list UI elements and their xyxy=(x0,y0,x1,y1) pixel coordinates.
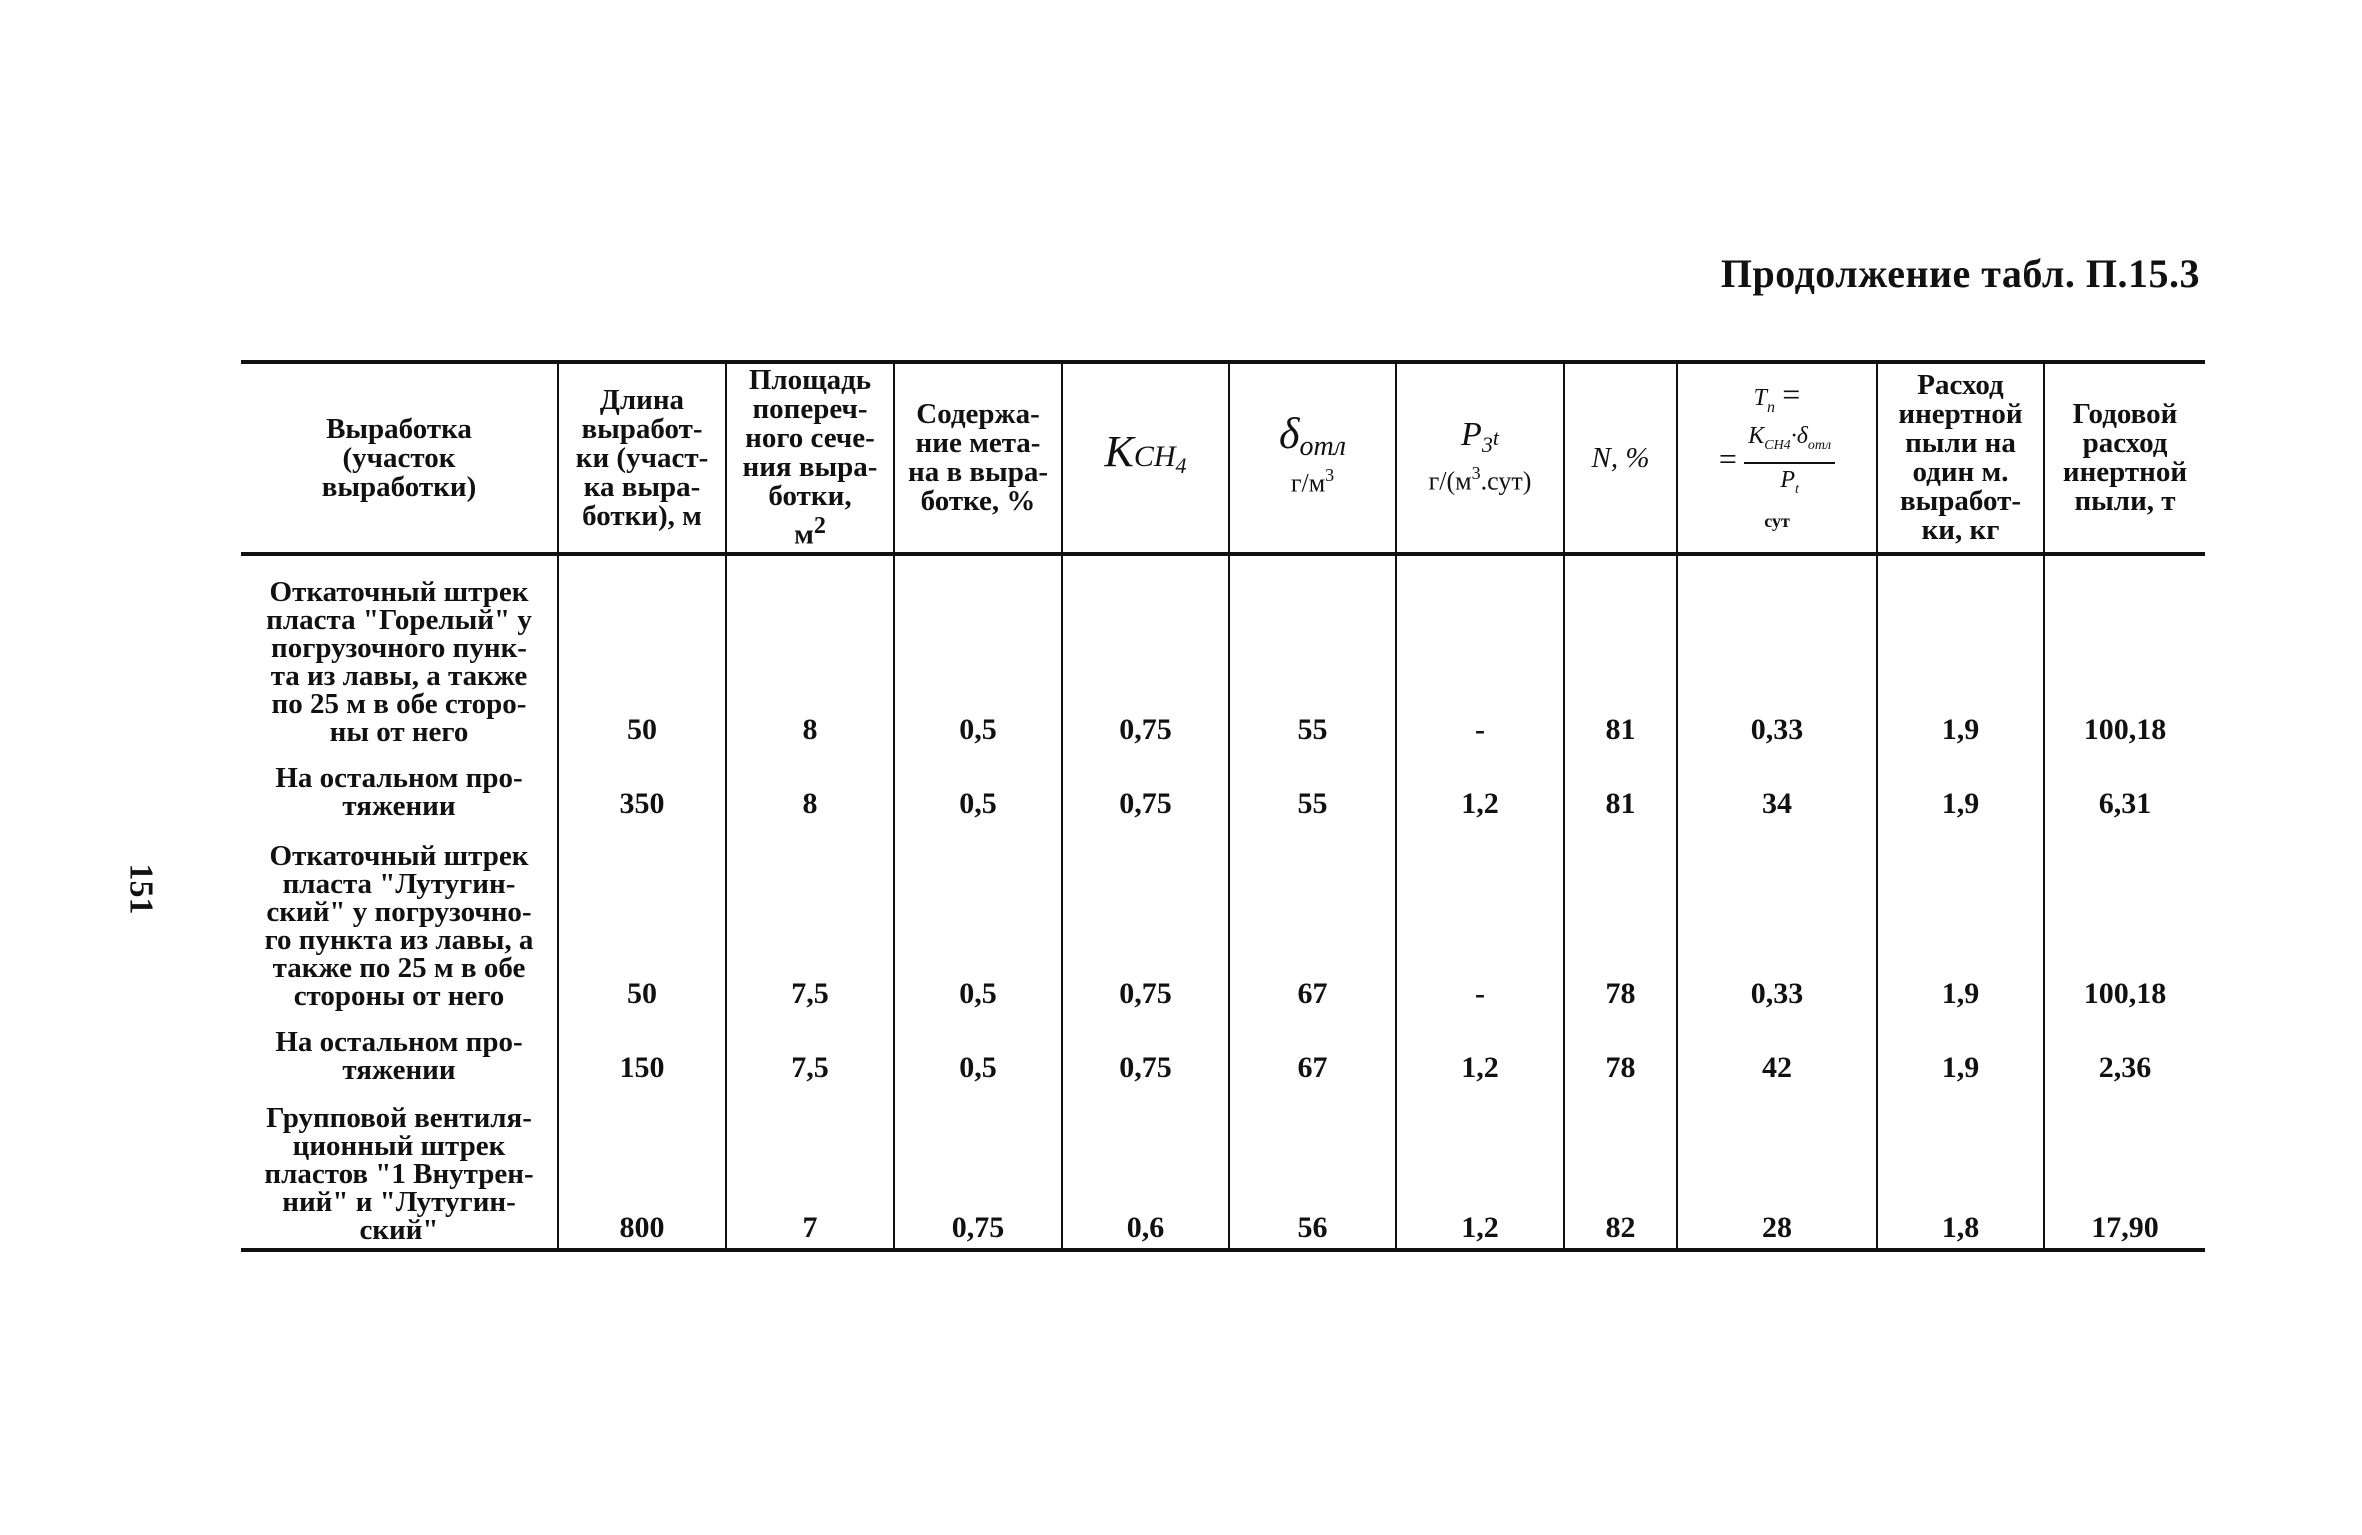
cell-work-line: го пункта из лавы, а xyxy=(264,924,534,956)
cell-area: 7,5 xyxy=(726,824,894,1014)
cell-work xyxy=(241,750,558,824)
cell-p3t: 1,2 xyxy=(1396,1088,1564,1250)
cell-work-line: ны от него xyxy=(329,716,469,748)
header-tn-unit: сут xyxy=(1764,510,1790,531)
header-delta-sub: отл xyxy=(1299,430,1346,462)
cell-work-line: тяжении xyxy=(342,790,456,822)
header-tn-eq2: = xyxy=(1718,440,1737,477)
header-dust-per-m-line: инертной xyxy=(1898,398,2023,430)
cell-tn: 28 xyxy=(1677,1088,1877,1250)
header-length-line: выработ- xyxy=(581,412,703,445)
cell-dust-per-m: 1,9 xyxy=(1877,824,2044,1014)
table-row xyxy=(241,824,2205,1014)
header-area-sup: 2 xyxy=(813,512,826,540)
cell-p3t: - xyxy=(1396,824,1564,1014)
cell-dust-per-m: 1,9 xyxy=(1877,750,2044,824)
cell-area: 8 xyxy=(726,554,894,750)
cell-work-line: ционный штрек xyxy=(292,1130,506,1162)
cell-p3t: 1,2 xyxy=(1396,1014,1564,1088)
cell-area: 7 xyxy=(726,1088,894,1250)
cell-length: 50 xyxy=(558,824,726,1014)
header-work-lines xyxy=(321,412,477,503)
header-dust-per-m-line: пыли на xyxy=(1905,427,2016,459)
header-kch4 xyxy=(1062,362,1229,554)
cell-work xyxy=(241,1014,558,1088)
header-area xyxy=(726,362,894,554)
cell-work-line: та из лавы, а также xyxy=(270,660,528,692)
header-delta-unit: г/м xyxy=(1290,468,1326,498)
header-dust-year-line: расход xyxy=(2082,427,2168,459)
cell-methane: 0,5 xyxy=(894,750,1062,824)
header-p3t-unit2: .сут) xyxy=(1480,466,1532,496)
header-dust-per-m xyxy=(1877,362,2044,554)
cell-n: 78 xyxy=(1564,1014,1677,1088)
header-work-line: выработки) xyxy=(321,470,477,503)
header-p3t-symbol: P xyxy=(1461,416,1482,454)
header-methane-line: на в выра- xyxy=(908,456,1048,488)
cell-length: 800 xyxy=(558,1088,726,1250)
header-kch4-subnum: 4 xyxy=(1175,452,1187,478)
header-dust-year-line: инертной xyxy=(2062,456,2188,488)
table-row xyxy=(241,554,2205,750)
header-length-line: ботки), м xyxy=(582,499,702,532)
cell-kch4: 0,75 xyxy=(1062,554,1229,750)
header-p3t-unit: г/(м xyxy=(1428,466,1472,496)
cell-delta: 55 xyxy=(1229,750,1396,824)
header-p3t-sub2: t xyxy=(1492,425,1499,451)
cell-methane: 0,5 xyxy=(894,554,1062,750)
header-dust-per-m-line: ки, кг xyxy=(1921,514,2000,546)
header-tn-k: K xyxy=(1748,423,1765,450)
cell-area: 7,5 xyxy=(726,1014,894,1088)
cell-tn: 42 xyxy=(1677,1014,1877,1088)
header-work xyxy=(241,362,558,554)
cell-n: 81 xyxy=(1564,554,1677,750)
cell-work-line: ский" у погрузочно- xyxy=(266,896,532,928)
header-row xyxy=(241,362,2205,554)
header-tn xyxy=(1677,362,1877,554)
cell-delta: 67 xyxy=(1229,824,1396,1014)
cell-work xyxy=(241,824,558,1014)
header-area-line: ния выра- xyxy=(742,451,878,484)
cell-work-line: ний" и "Лутугин- xyxy=(282,1186,516,1218)
cell-n: 82 xyxy=(1564,1088,1677,1250)
header-tn-k-sub: CH4 xyxy=(1764,437,1791,453)
header-methane-line: ботке, % xyxy=(920,485,1036,517)
table-row xyxy=(241,1088,2205,1250)
header-p3t-sup: 3 xyxy=(1471,463,1481,484)
header-n xyxy=(1564,362,1677,554)
header-tn-eq: = xyxy=(1782,376,1801,413)
page-number: 151 xyxy=(122,863,160,915)
cell-work-line: погрузочного пунк- xyxy=(271,632,527,664)
cell-work-line: также по 25 м в обе xyxy=(272,952,526,984)
cell-methane: 0,5 xyxy=(894,824,1062,1014)
header-n-label: N, % xyxy=(1591,441,1650,474)
cell-delta: 56 xyxy=(1229,1088,1396,1250)
cell-work-line: Групповой вентиля- xyxy=(266,1102,532,1134)
header-methane-line: ние мета- xyxy=(915,427,1041,459)
cell-length: 150 xyxy=(558,1014,726,1088)
header-dust-per-m-line: один м. xyxy=(1912,456,2009,488)
cell-work-line: Откаточный штрек xyxy=(269,576,529,608)
cell-dust-year: 17,90 xyxy=(2044,1088,2205,1250)
cell-work-line: Откаточный штрек xyxy=(269,840,529,872)
header-tn-delta: ·δ xyxy=(1790,423,1808,450)
header-delta-sup: 3 xyxy=(1325,464,1335,485)
cell-dust-year: 100,18 xyxy=(2044,554,2205,750)
header-methane xyxy=(894,362,1062,554)
header-length xyxy=(558,362,726,554)
header-work-line: Выработка xyxy=(326,412,472,445)
cell-kch4: 0,75 xyxy=(1062,1014,1229,1088)
header-length-line: ка выра- xyxy=(583,470,701,503)
header-p3t xyxy=(1396,362,1564,554)
cell-work-line: ский" xyxy=(359,1214,439,1246)
cell-work-line: тяжении xyxy=(342,1054,456,1086)
header-length-line: Длина xyxy=(599,383,685,416)
cell-methane: 0,75 xyxy=(894,1088,1062,1250)
table-row xyxy=(241,1014,2205,1088)
header-dust-year-line: Годовой xyxy=(2072,398,2178,430)
header-tn-numerator xyxy=(1744,422,1835,464)
header-delta xyxy=(1229,362,1396,554)
cell-dust-per-m: 1,9 xyxy=(1877,1014,2044,1088)
header-tn-delta-sub: отл xyxy=(1807,437,1832,453)
cell-dust-year: 6,31 xyxy=(2044,750,2205,824)
header-tn-symbol: T xyxy=(1753,385,1768,412)
header-dust-per-m-line: Расход xyxy=(1917,369,2004,401)
header-work-line: (участок xyxy=(342,441,456,474)
header-length-line: ки (участ- xyxy=(575,441,709,474)
cell-tn: 0,33 xyxy=(1677,824,1877,1014)
cell-work-line: На остальном про- xyxy=(275,1026,523,1058)
cell-length: 350 xyxy=(558,750,726,824)
cell-delta: 67 xyxy=(1229,1014,1396,1088)
header-tn-denominator xyxy=(1744,464,1835,504)
cell-tn: 0,33 xyxy=(1677,554,1877,750)
header-delta-symbol: δ xyxy=(1279,408,1300,458)
cell-work-line: пластов "1 Внутрен- xyxy=(264,1158,534,1190)
cell-kch4: 0,75 xyxy=(1062,750,1229,824)
cell-dust-per-m: 1,8 xyxy=(1877,1088,2044,1250)
header-area-line: м xyxy=(794,518,814,551)
header-dust-per-m-line: выработ- xyxy=(1899,485,2022,517)
header-kch4-symbol: K xyxy=(1104,426,1134,476)
cell-work-line: пласта "Горелый" у xyxy=(266,604,532,636)
header-tn-p-sub: t xyxy=(1795,481,1799,497)
cell-dust-year: 100,18 xyxy=(2044,824,2205,1014)
data-table xyxy=(241,360,2205,1252)
cell-length: 50 xyxy=(558,554,726,750)
cell-n: 78 xyxy=(1564,824,1677,1014)
header-dust-year xyxy=(2044,362,2205,554)
cell-area: 8 xyxy=(726,750,894,824)
header-p3t-sub: 3 xyxy=(1481,432,1493,458)
cell-work-line: пласта "Лутугин- xyxy=(282,868,516,900)
cell-p3t: 1,2 xyxy=(1396,750,1564,824)
cell-dust-per-m: 1,9 xyxy=(1877,554,2044,750)
cell-delta: 55 xyxy=(1229,554,1396,750)
header-dust-year-line: пыли, т xyxy=(2074,485,2176,517)
cell-kch4: 0,75 xyxy=(1062,824,1229,1014)
cell-dust-year: 2,36 xyxy=(2044,1014,2205,1088)
header-methane-line: Содержа- xyxy=(916,398,1040,430)
cell-kch4: 0,6 xyxy=(1062,1088,1229,1250)
header-kch4-sub: CH xyxy=(1133,439,1176,473)
cell-work-line: по 25 м в обе сторо- xyxy=(271,688,527,720)
header-area-line: Площадь xyxy=(748,364,872,397)
header-tn-p: P xyxy=(1780,466,1796,493)
cell-work xyxy=(241,554,558,750)
header-area-line: попереч- xyxy=(752,393,868,426)
header-area-line: ного сече- xyxy=(745,422,875,455)
cell-methane: 0,5 xyxy=(894,1014,1062,1088)
cell-work-line: стороны от него xyxy=(293,980,505,1012)
header-area-line: ботки, xyxy=(768,480,852,513)
table-caption: Продолжение табл. П.15.3 xyxy=(1720,251,2200,296)
cell-work xyxy=(241,1088,558,1250)
cell-p3t: - xyxy=(1396,554,1564,750)
cell-work-line: На остальном про- xyxy=(275,762,523,794)
cell-n: 81 xyxy=(1564,750,1677,824)
cell-tn: 34 xyxy=(1677,750,1877,824)
header-tn-sub: n xyxy=(1767,399,1776,417)
header-tn-fraction xyxy=(1744,422,1835,504)
table-row xyxy=(241,750,2205,824)
